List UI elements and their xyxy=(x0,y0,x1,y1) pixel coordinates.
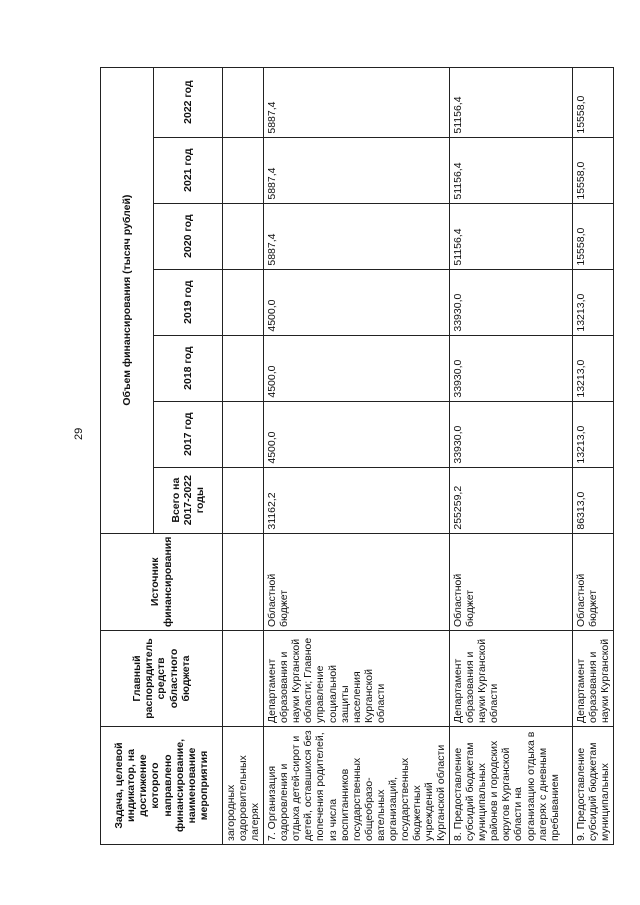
year-cell: 33930,0 xyxy=(450,269,573,335)
table-row xyxy=(573,67,614,844)
task-cell: 7. Организация оздоровления и отдыха детей-сирот и детей, оставшихся без попечения родителей, из числа воспитанников государственных общеобразо-вательных организаций, государственных бюджетных учреждений Курганской области xyxy=(264,727,450,845)
total-cell: 31162,2 xyxy=(264,467,450,533)
year-cell: 4500,0 xyxy=(264,401,450,467)
page-number: 29 xyxy=(73,427,85,440)
year-cell: 5887,4 xyxy=(264,137,450,203)
manager-cell xyxy=(223,631,264,727)
header-volume: Объем финансирования (тысяч рублей) xyxy=(101,67,154,533)
header-year: 2020 год xyxy=(154,203,223,269)
year-cell: 51156,4 xyxy=(450,137,573,203)
header-year: 2022 год xyxy=(154,67,223,137)
table-row xyxy=(223,67,264,844)
task-cell: 9. Предоставление субсидий бюджетам муниципальных xyxy=(573,727,614,845)
source-cell: Областной бюджет xyxy=(450,533,573,630)
header-total: Всего на 2017-2022 годы xyxy=(154,467,223,533)
financing-table xyxy=(100,67,614,845)
year-cell: 33930,0 xyxy=(450,335,573,401)
year-cell: 15558,0 xyxy=(573,67,614,137)
header-year: 2019 год xyxy=(154,269,223,335)
total-cell xyxy=(223,467,264,533)
header-manager: Главный распорядитель средств областного бюджета xyxy=(101,631,223,727)
year-cell: 4500,0 xyxy=(264,335,450,401)
year-cell: 51156,4 xyxy=(450,203,573,269)
total-cell: 255259,2 xyxy=(450,467,573,533)
source-cell: Областной бюджет xyxy=(573,533,614,630)
year-cell xyxy=(223,137,264,203)
year-cell: 13213,0 xyxy=(573,335,614,401)
task-cell: 8. Предоставление субсидий бюджетам муниципальных районов и городских округов Курганской области на организацию отдыха в лагерях с дневным пребыванием xyxy=(450,727,573,845)
manager-cell: Департамент образования и науки Курганской области; Главное управление социальной защиты населения Курганской области xyxy=(264,631,450,727)
year-cell xyxy=(223,269,264,335)
total-cell: 86313,0 xyxy=(573,467,614,533)
manager-cell: Департамент образования и науки Курганской области xyxy=(450,631,573,727)
year-cell: 15558,0 xyxy=(573,137,614,203)
year-cell: 33930,0 xyxy=(450,401,573,467)
year-cell: 5887,4 xyxy=(264,203,450,269)
header-year: 2018 год xyxy=(154,335,223,401)
year-cell xyxy=(223,67,264,137)
year-cell: 15558,0 xyxy=(573,203,614,269)
year-cell xyxy=(223,401,264,467)
header-task: Задача, целевой индикатор, на достижение которого направлено финансирование, наименование мероприятия xyxy=(101,727,223,845)
manager-cell: Департамент образования и науки Курганской xyxy=(573,631,614,727)
year-cell: 13213,0 xyxy=(573,401,614,467)
source-cell: Областной бюджет xyxy=(264,533,450,630)
table-row xyxy=(450,67,573,844)
year-cell xyxy=(223,203,264,269)
year-cell: 13213,0 xyxy=(573,269,614,335)
table-row xyxy=(264,67,450,844)
header-source: Источник финансирования xyxy=(101,533,223,630)
source-cell xyxy=(223,533,264,630)
task-cell: загородных оздоровительных лагерях xyxy=(223,727,264,845)
year-cell xyxy=(223,335,264,401)
header-year: 2021 год xyxy=(154,137,223,203)
header-year: 2017 год xyxy=(154,401,223,467)
year-cell: 4500,0 xyxy=(264,269,450,335)
year-cell: 5887,4 xyxy=(264,67,450,137)
year-cell: 51156,4 xyxy=(450,67,573,137)
